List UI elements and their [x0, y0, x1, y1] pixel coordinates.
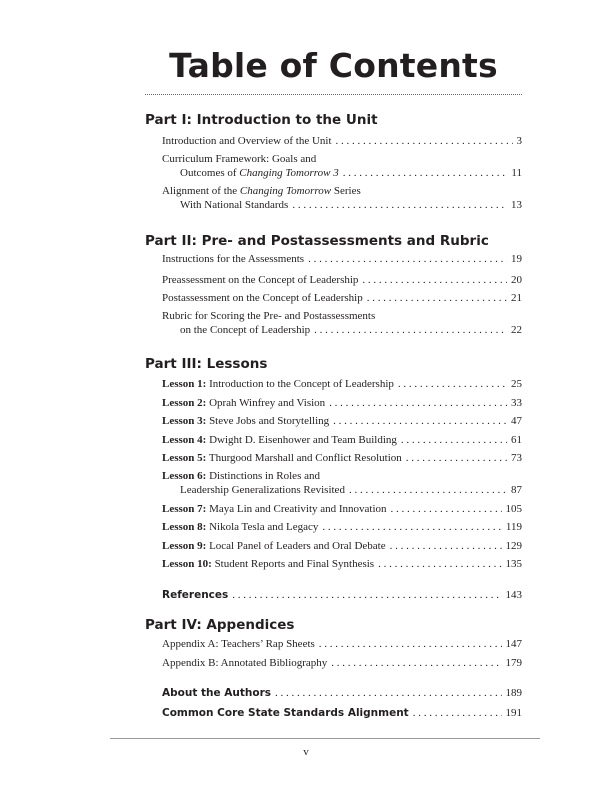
lesson-title: Thurgood Marshall and Conflict Resolution: [208, 452, 402, 464]
lesson-title: Oprah Winfrey and Vision: [209, 397, 326, 409]
page-number: 135: [505, 558, 522, 570]
entry-title: Introduction and Overview of the Unit: [162, 135, 332, 147]
page-number: 3: [516, 135, 522, 147]
part-heading-3: Part III: Lessons: [145, 356, 268, 372]
entry-title-pre: Alignment of the: [162, 185, 240, 197]
dot-leader: [390, 539, 502, 553]
lesson-label: Lesson 3:: [162, 415, 207, 427]
footer-divider: [110, 738, 540, 739]
entry-title: Preassessment on the Concept of Leadership: [162, 274, 359, 286]
lesson-title: Nikola Tesla and Legacy: [209, 521, 319, 533]
dot-leader: [292, 198, 507, 212]
page-number: 20: [511, 274, 522, 286]
dot-leader: [362, 273, 507, 287]
title-divider: [145, 94, 522, 95]
entry-title: [162, 539, 386, 553]
toc-entry-postassessment[interactable]: [162, 291, 522, 305]
entry-title: Instructions for the Assessments: [162, 253, 305, 265]
dot-leader: [336, 134, 513, 148]
dot-leader: [329, 396, 507, 410]
toc-entry-preassessment[interactable]: [162, 273, 522, 287]
page-number: 73: [511, 452, 522, 464]
lesson-label: Lesson 10:: [162, 558, 212, 570]
entry-title: Postassessment on the Concept of Leadership: [162, 292, 363, 304]
dot-leader: [331, 656, 501, 670]
toc-entry-about-authors[interactable]: [162, 686, 522, 700]
entry-title-line1: [162, 184, 361, 198]
book-title: Changing Tomorrow 3: [239, 167, 339, 179]
toc-entry-appendix-a[interactable]: [162, 637, 522, 651]
entry-title-line2: With National Standards: [180, 199, 289, 211]
lesson-title: Local Panel of Leaders and Oral Debate: [209, 540, 386, 552]
page-number: 147: [505, 638, 522, 650]
lesson-label: Lesson 9:: [162, 540, 207, 552]
toc-entry-lesson-1[interactable]: [162, 377, 522, 391]
page-number: 129: [505, 540, 522, 552]
toc-entry-common-core[interactable]: [162, 706, 522, 720]
page-number: 119: [505, 521, 522, 533]
entry-title: [162, 433, 397, 447]
page-number: 33: [511, 397, 522, 409]
toc-entry-alignment[interactable]: [162, 184, 522, 212]
toc-entry-lesson-3[interactable]: [162, 414, 522, 428]
page-number: 47: [511, 415, 522, 427]
dot-leader: [367, 291, 507, 305]
entry-title: Appendix B: Annotated Bibliography: [162, 657, 328, 669]
dot-leader: [333, 414, 507, 428]
toc-entry-intro-overview[interactable]: [162, 134, 522, 148]
toc-entry-lesson-10[interactable]: [162, 557, 522, 571]
page-number: 19: [511, 253, 522, 265]
page-number: 22: [511, 324, 522, 336]
lesson-label: Lesson 7:: [162, 503, 207, 515]
toc-entry-rubric[interactable]: [162, 309, 522, 337]
dot-leader: [343, 166, 508, 180]
entry-title-line2: Outcomes of Changing Tomorrow 3: [180, 167, 339, 179]
entry-title-line1: [162, 469, 320, 483]
dot-leader: [406, 451, 507, 465]
entry-title: [162, 557, 374, 571]
lesson-label: Lesson 2:: [162, 397, 207, 409]
page-number: 13: [511, 199, 522, 211]
page-number: 189: [505, 687, 522, 699]
lesson-title-line1: Distinctions in Roles and: [209, 470, 320, 482]
entry-title: [162, 396, 325, 410]
page-number: 61: [511, 434, 522, 446]
toc-entry-curriculum-framework[interactable]: [162, 152, 522, 180]
lesson-label: Lesson 4:: [162, 434, 207, 446]
dot-leader: [232, 588, 501, 602]
toc-entry-lesson-9[interactable]: [162, 539, 522, 553]
toc-entry-lesson-6[interactable]: [162, 469, 522, 497]
entry-title: [162, 377, 394, 391]
part-heading-2: Part II: Pre- and Postassessments and Rubric: [145, 233, 489, 249]
series-title: Changing Tomorrow: [239, 185, 332, 197]
dot-leader: [349, 483, 507, 497]
dot-leader: [401, 433, 507, 447]
page-number: 191: [505, 707, 522, 719]
part-heading-1: Part I: Introduction to the Unit: [145, 112, 378, 128]
part-heading-4: Part IV: Appendices: [145, 617, 295, 633]
lesson-label: Lesson 8:: [162, 521, 207, 533]
dot-leader: [322, 520, 502, 534]
entry-title: References: [162, 589, 229, 601]
dot-leader: [308, 252, 507, 266]
lesson-label: Lesson 6:: [162, 470, 207, 482]
page-number: 21: [511, 292, 522, 304]
lesson-title: Maya Lin and Creativity and Innovation: [209, 503, 387, 515]
dot-leader: [378, 557, 501, 571]
page-title: Table of Contents: [169, 46, 498, 85]
entry-title: [162, 414, 329, 428]
page-number: 11: [511, 167, 522, 179]
entry-title: Appendix A: Teachers’ Rap Sheets: [162, 638, 315, 650]
entry-title: Common Core State Standards Alignment: [162, 707, 409, 719]
toc-entry-lesson-2[interactable]: [162, 396, 522, 410]
entry-title-line1: Rubric for Scoring the Pre- and Postassessments: [162, 310, 376, 322]
page-number: 105: [505, 503, 522, 515]
page-number: 25: [511, 378, 522, 390]
entry-title-post: Series: [331, 185, 361, 197]
page-number: 179: [505, 657, 522, 669]
dot-leader: [398, 377, 507, 391]
entry-title-line1: Curriculum Framework: Goals and: [162, 153, 317, 165]
dot-leader: [314, 323, 507, 337]
dot-leader: [413, 706, 502, 720]
toc-entry-appendix-b[interactable]: [162, 656, 522, 670]
toc-entry-lesson-7[interactable]: [162, 502, 522, 516]
dot-leader: [319, 637, 502, 651]
lesson-label: Lesson 5:: [162, 452, 207, 464]
entry-title-line2: on the Concept of Leadership: [180, 324, 311, 336]
toc-entry-references[interactable]: [162, 588, 522, 602]
entry-title: About the Authors: [162, 687, 272, 699]
dot-leader: [391, 502, 502, 516]
toc-entry-instructions[interactable]: [162, 252, 522, 266]
lesson-title: Dwight D. Eisenhower and Team Building: [209, 434, 397, 446]
entry-title: [162, 502, 387, 516]
lesson-label: Lesson 1:: [162, 378, 207, 390]
toc-entry-lesson-4[interactable]: [162, 433, 522, 447]
lesson-title: Student Reports and Final Synthesis: [214, 558, 375, 570]
entry-title-line2: Leadership Generalizations Revisited: [180, 484, 345, 496]
lesson-title: Introduction to the Concept of Leadership: [209, 378, 394, 390]
entry-title: [162, 520, 318, 534]
dot-leader: [275, 686, 501, 700]
toc-entry-lesson-5[interactable]: [162, 451, 522, 465]
page-number: 87: [511, 484, 522, 496]
lesson-title: Steve Jobs and Storytelling: [209, 415, 330, 427]
page-number: 143: [505, 589, 522, 601]
entry-title: [162, 451, 402, 465]
page-folio: v: [303, 746, 309, 758]
toc-entry-lesson-8[interactable]: [162, 520, 522, 534]
